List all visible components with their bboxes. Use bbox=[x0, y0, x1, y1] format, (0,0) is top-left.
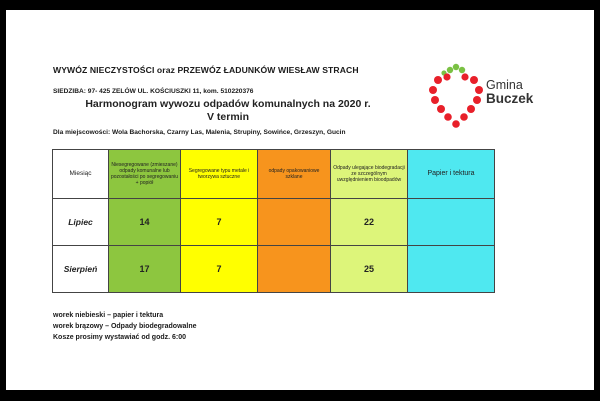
header-glass: odpady opakowaniowe szklane bbox=[258, 150, 331, 199]
paper-date bbox=[408, 199, 495, 246]
note-blue-bag: worek niebieski – papier i tektura bbox=[53, 312, 164, 319]
logo-line-1: Gmina bbox=[486, 78, 523, 92]
notes bbox=[53, 310, 197, 343]
table-row bbox=[53, 199, 495, 246]
document-page bbox=[6, 10, 594, 390]
note-brown-bag: worek brązowy – Odpady biodegradowalne bbox=[53, 323, 197, 330]
company-name: WYWÓZ NIECZYSTOŚCI oraz PRZEWÓZ ŁADUNKÓW WIESŁAW STRACH bbox=[53, 65, 359, 75]
biodegradable-date: 22 bbox=[331, 199, 408, 246]
logo-text bbox=[486, 78, 533, 106]
header-month: Miesiąc bbox=[53, 150, 109, 199]
strawberry-heart-icon bbox=[426, 60, 486, 135]
header-metal-plastic: Segregowane typu metale i tworzywa sztuczne bbox=[181, 150, 258, 199]
table-header-row bbox=[53, 150, 495, 199]
header-paper: Papier i tektura bbox=[408, 150, 495, 199]
document-title bbox=[78, 98, 378, 124]
metal-plastic-date: 7 bbox=[181, 199, 258, 246]
localities-line: Dla miejscowości: Wola Bachorska, Czarny Las, Malenia, Strupiny, Sowińce, Grzeszyn, Gucin bbox=[53, 129, 346, 136]
glass-date bbox=[258, 199, 331, 246]
mixed-waste-date: 17 bbox=[109, 246, 181, 293]
biodegradable-date: 25 bbox=[331, 246, 408, 293]
gmina-logo bbox=[426, 60, 546, 135]
month-cell: Lipiec bbox=[53, 199, 109, 246]
mixed-waste-date: 14 bbox=[109, 199, 181, 246]
metal-plastic-date: 7 bbox=[181, 246, 258, 293]
glass-date bbox=[258, 246, 331, 293]
header-biodegradable: Odpady ulegające biodegradacji ze szczególnym uwzględnieniem bioodpadów bbox=[331, 150, 408, 199]
paper-date bbox=[408, 246, 495, 293]
title-line-2: V termin bbox=[206, 111, 249, 123]
title-line-1: Harmonogram wywozu odpadów komunalnych na 2020 r. bbox=[85, 98, 371, 110]
table-row bbox=[53, 246, 495, 293]
header-mixed-waste: Niesegregowane (zmieszane) odpady komunalne lub pozostałości po segregowaniu + popiół bbox=[109, 150, 181, 199]
month-cell: Sierpień bbox=[53, 246, 109, 293]
collection-schedule-table bbox=[52, 149, 495, 293]
logo-line-2: Buczek bbox=[486, 91, 534, 106]
company-address: SIEDZIBA: 97- 425 ZELÓW UL. KOŚCIUSZKI 11, kom. 510220376 bbox=[53, 88, 254, 95]
note-bins-time: Kosze prosimy wystawiać od godz. 6:00 bbox=[53, 334, 187, 341]
